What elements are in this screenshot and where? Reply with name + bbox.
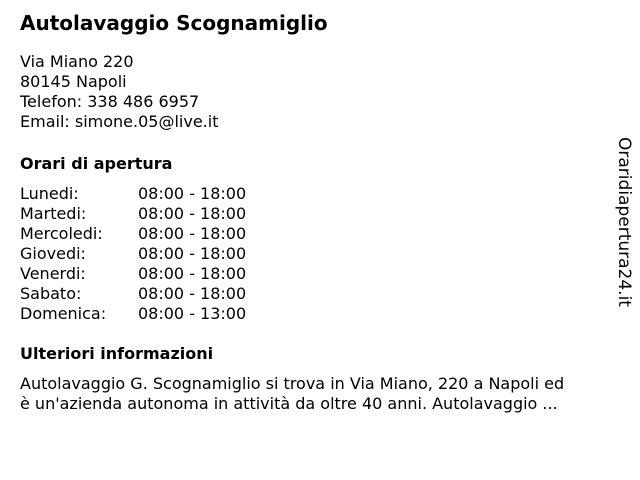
hours-row-sunday bbox=[20, 304, 620, 324]
day-label: Domenica: bbox=[20, 304, 107, 323]
day-label: Lunedi: bbox=[20, 184, 79, 203]
hours-row-saturday bbox=[20, 284, 620, 304]
time-range: 08:00 - 18:00 bbox=[138, 184, 247, 203]
time-range: 08:00 - 18:00 bbox=[138, 204, 247, 223]
site-watermark bbox=[606, 134, 640, 310]
day-label: Giovedi: bbox=[20, 244, 86, 263]
further-info-heading: Ulteriori informazioni bbox=[20, 344, 214, 363]
time-range: 08:00 - 18:00 bbox=[138, 264, 247, 283]
business-card bbox=[20, 10, 620, 414]
business-address bbox=[20, 52, 620, 132]
day-label: Martedi: bbox=[20, 204, 87, 223]
time-range: 08:00 - 18:00 bbox=[138, 224, 247, 243]
further-info-text: Autolavaggio G. Scognamiglio si trova in Via Miano, 220 a Napoli ed è un'azienda autonoma in attività da oltre 40 anni. Autolavaggio ... bbox=[20, 374, 565, 413]
opening-hours-heading: Orari di apertura bbox=[20, 154, 173, 173]
time-range: 08:00 - 18:00 bbox=[138, 244, 247, 263]
day-label: Venerdi: bbox=[20, 264, 86, 283]
hours-row-wednesday bbox=[20, 224, 620, 244]
hours-row-friday bbox=[20, 264, 620, 284]
street-address: Via Miano 220 bbox=[20, 52, 134, 71]
email-address: Email: simone.05@live.it bbox=[20, 112, 219, 131]
opening-hours-table bbox=[20, 184, 620, 324]
watermark-text: Oraridiapertura24.it bbox=[614, 137, 635, 307]
hours-row-tuesday bbox=[20, 204, 620, 224]
day-label: Sabato: bbox=[20, 284, 82, 303]
time-range: 08:00 - 18:00 bbox=[138, 284, 247, 303]
time-range: 08:00 - 13:00 bbox=[138, 304, 247, 323]
hours-row-monday bbox=[20, 184, 620, 204]
business-name: Autolavaggio Scognamiglio bbox=[20, 11, 328, 35]
phone-number: Telefon: 338 486 6957 bbox=[20, 92, 200, 111]
day-label: Mercoledi: bbox=[20, 224, 103, 243]
city-address: 80145 Napoli bbox=[20, 72, 127, 91]
hours-row-thursday bbox=[20, 244, 620, 264]
